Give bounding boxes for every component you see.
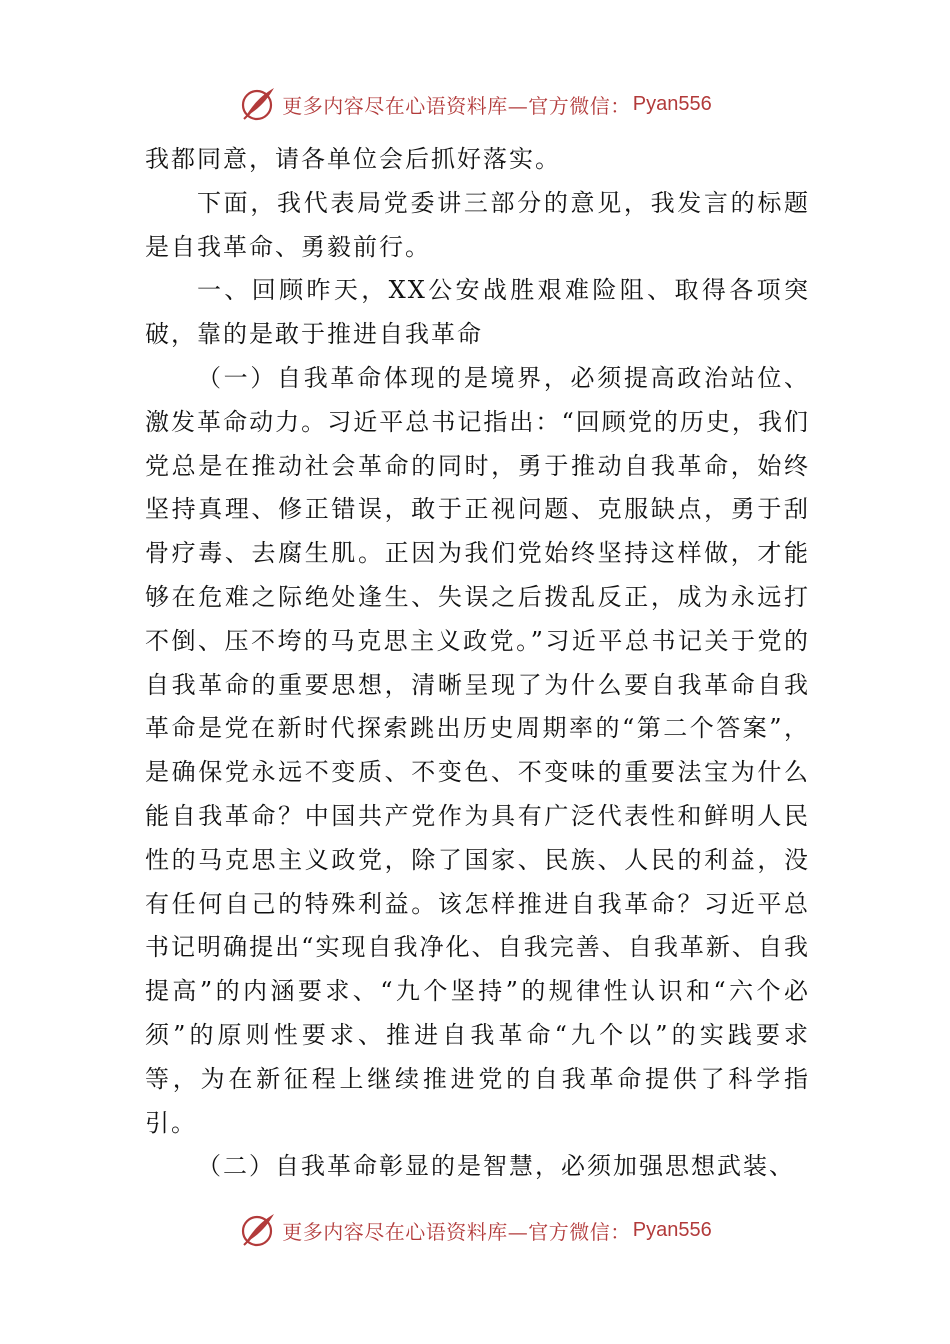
banner-text: 更多内容尽在心语资料库—官方微信：	[282, 93, 631, 118]
banner-wechat-id: Pyan556	[632, 1218, 712, 1241]
quill-pen-icon	[238, 1210, 278, 1250]
paragraph-1: 我都同意，请各单位会后抓好落实。	[145, 145, 561, 173]
header-banner	[0, 80, 950, 128]
paragraph-2: 下面，我代表局党委讲三部分的意见，我发言的标题是自我革命、勇毅前行。	[145, 188, 810, 261]
banner-text: 更多内容尽在心语资料库—官方微信：	[282, 1219, 631, 1244]
banner-wechat-id: Pyan556	[632, 92, 712, 115]
footer-banner	[0, 1206, 950, 1254]
section-heading-1: 一、回顾昨天，XX公安战胜艰难险阻、取得各项突破，靠的是敢于推进自我革命	[145, 276, 810, 349]
paragraph-4: （二）自我革命彰显的是智慧，必须加强思想武装、	[197, 1152, 795, 1181]
paragraph-3: （一）自我革命体现的是境界，必须提高政治站位、激发革命动力。习近平总书记指出：“回顾党的历史，我们党总是在推动社会革命的同时，勇于推动自我革命，始终坚持真理、修正错误，敢于正视问题、克服缺点，勇于刮骨疗毒、去腐生肌。正因为我们党始终坚持这样做，才能够在危难之际绝处逢生、失误之后拨乱反正，成为永远打不倒、压不垮的马克思主义政党。”习近平总书记关于党的自我革命的重要思想，清晰呈现了为什么要自我革命自我革命是党在新时代探索跳出历史周期率的“第二个答案”，是确保党永远不变质、不变色、不变味的重要法宝为什么能自我革命？中国共产党作为具有广泛代表性和鲜明人民性的马克思主义政党，除了国家、民族、人民的利益，没有任何自己的特殊利益。该怎样推进自我革命？习近平总书记明确提出“实现自我净化、自我完善、自我革新、自我提高”的内涵要求、“九个坚持”的规律性认识和“六个必须”的原则性要求、推进自我革命“九个以”的实践要求等，为在新征程上继续推进党的自我革命提供了科学指引。	[145, 363, 810, 1137]
document-body	[145, 138, 810, 1189]
quill-pen-icon	[238, 84, 278, 124]
